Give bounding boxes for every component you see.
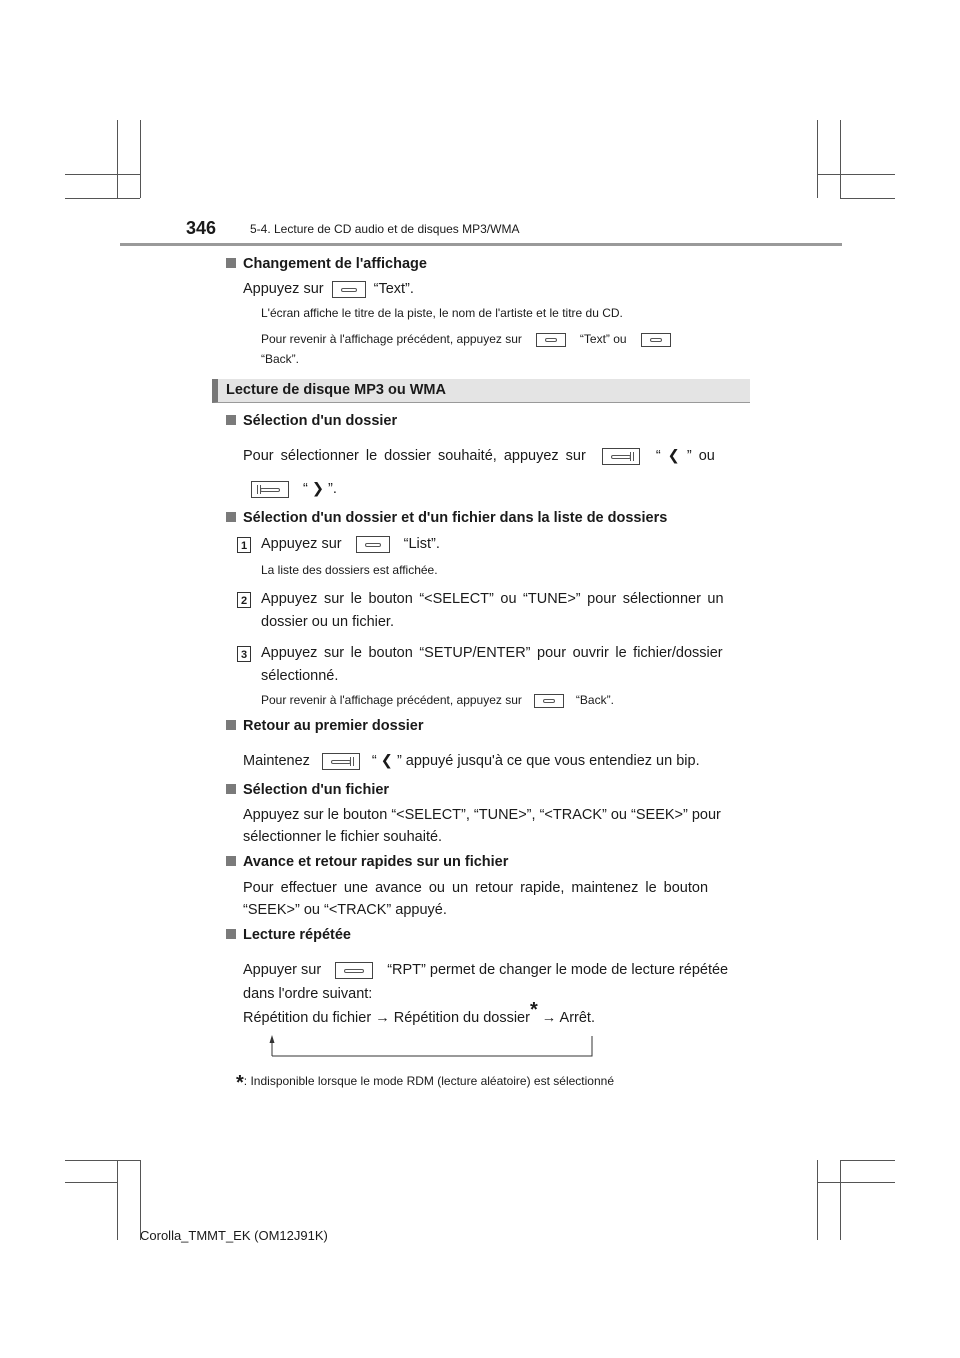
step-number: 3 [237, 646, 251, 662]
crop-mark [840, 1160, 841, 1240]
paragraph: Pour sélectionner le dossier souhaité, appuyez sur “ ❮ ” ou [243, 448, 715, 464]
bullet-square-icon [226, 784, 236, 794]
bullet-square-icon [226, 856, 236, 866]
note: La liste des dossiers est affichée. [261, 563, 438, 577]
step-text: dossier ou un fichier. [261, 614, 394, 630]
paragraph: sélectionner le fichier souhaité. [243, 829, 443, 845]
paragraph: Appuyez sur “Text”. [243, 281, 414, 297]
step-text: Appuyez sur le bouton “<SELECT” ou “TUNE>” pour sélectionner un [261, 591, 724, 607]
folder-down-button-icon [251, 481, 289, 498]
rpt-button-icon [335, 962, 373, 979]
step-text: Appuyez sur “List”. [261, 536, 440, 552]
bullet-square-icon [226, 415, 236, 425]
bullet-square-icon [226, 258, 236, 268]
heading-folder-file-list: Sélection d'un dossier et d'un fichier dans la liste de dossiers [226, 510, 667, 526]
step-text: Appuyez sur le bouton “SETUP/ENTER” pour ouvrir le fichier/dossier [261, 645, 723, 661]
paragraph: “ ❯ ”. [243, 478, 337, 500]
heading-folder-select: Sélection d'un dossier [226, 413, 397, 429]
footnote: *: Indisponible lorsque le mode RDM (lecture aléatoire) est sélectionné [236, 1072, 614, 1094]
note: Pour revenir à l'affichage précédent, appuyez sur “Back”. [261, 693, 614, 707]
bullet-square-icon [226, 929, 236, 939]
loop-back-arrow-icon [264, 1034, 598, 1058]
heading-display-change: Changement de l'affichage [226, 256, 427, 272]
section-banner: Lecture de disque MP3 ou WMA [212, 379, 750, 403]
crop-mark [817, 1160, 818, 1240]
step-number: 2 [237, 592, 251, 608]
step-text: sélectionné. [261, 668, 339, 684]
crop-mark [65, 174, 140, 175]
back-button-icon [641, 333, 671, 347]
crop-mark [817, 1182, 895, 1183]
section-title: 5-4. Lecture de CD audio et de disques MP3/WMA [250, 222, 520, 236]
crop-mark [840, 120, 841, 198]
heading-fast-forward: Avance et retour rapides sur un fichier [226, 854, 508, 870]
paragraph: Appuyez sur le bouton “<SELECT”, “TUNE>”, “<TRACK” ou “SEEK>” pour [243, 807, 721, 823]
crop-mark [140, 120, 141, 198]
list-button-icon [356, 536, 390, 553]
crop-mark [65, 198, 140, 199]
crop-mark [65, 1160, 140, 1161]
folder-up-button-icon [602, 448, 640, 465]
arrow-right-icon: → [375, 1010, 390, 1026]
heading-first-folder: Retour au premier dossier [226, 718, 424, 734]
bullet-square-icon [226, 720, 236, 730]
note: L'écran affiche le titre de la piste, le nom de l'artiste et le titre du CD. [261, 306, 623, 320]
crop-mark [65, 1182, 117, 1183]
crop-mark [840, 1160, 895, 1161]
repeat-sequence: Répétition du fichier → Répétition du dossier* → Arrêt. [243, 999, 595, 1026]
arrow-right-icon: → [541, 1010, 557, 1026]
note: Pour revenir à l'affichage précédent, appuyez sur “Text” ou [261, 330, 679, 348]
crop-mark [117, 120, 118, 198]
page-number: 346 [186, 218, 217, 238]
crop-mark [840, 198, 895, 199]
paragraph: dans l'ordre suivant: [243, 986, 373, 1002]
bullet-square-icon [226, 512, 236, 522]
text-button-icon [332, 281, 366, 298]
note: “Back”. [261, 352, 300, 366]
paragraph: Appuyer sur “RPT” permet de changer le mode de lecture répétée [243, 962, 729, 978]
paragraph: “SEEK>” ou “<TRACK” appuyé. [243, 902, 447, 918]
text-button-icon [536, 333, 566, 347]
step-number: 1 [237, 537, 251, 553]
back-button-icon [534, 694, 564, 708]
paragraph: Pour effectuer une avance ou un retour rapide, maintenez le bouton [243, 880, 709, 896]
crop-mark [817, 174, 895, 175]
heading-repeat: Lecture répétée [226, 927, 351, 943]
crop-mark [817, 120, 818, 198]
heading-file-select: Sélection d'un fichier [226, 782, 389, 798]
footer-model: Corolla_TMMT_EK (OM12J91K) [140, 1228, 328, 1243]
folder-up-button-icon [322, 753, 360, 770]
crop-mark [117, 1160, 118, 1240]
asterisk-marker: * [529, 999, 538, 1022]
header-rule [120, 243, 842, 246]
paragraph: Maintenez “ ❮ ” appuyé jusqu'à ce que vous entendiez un bip. [243, 753, 700, 769]
